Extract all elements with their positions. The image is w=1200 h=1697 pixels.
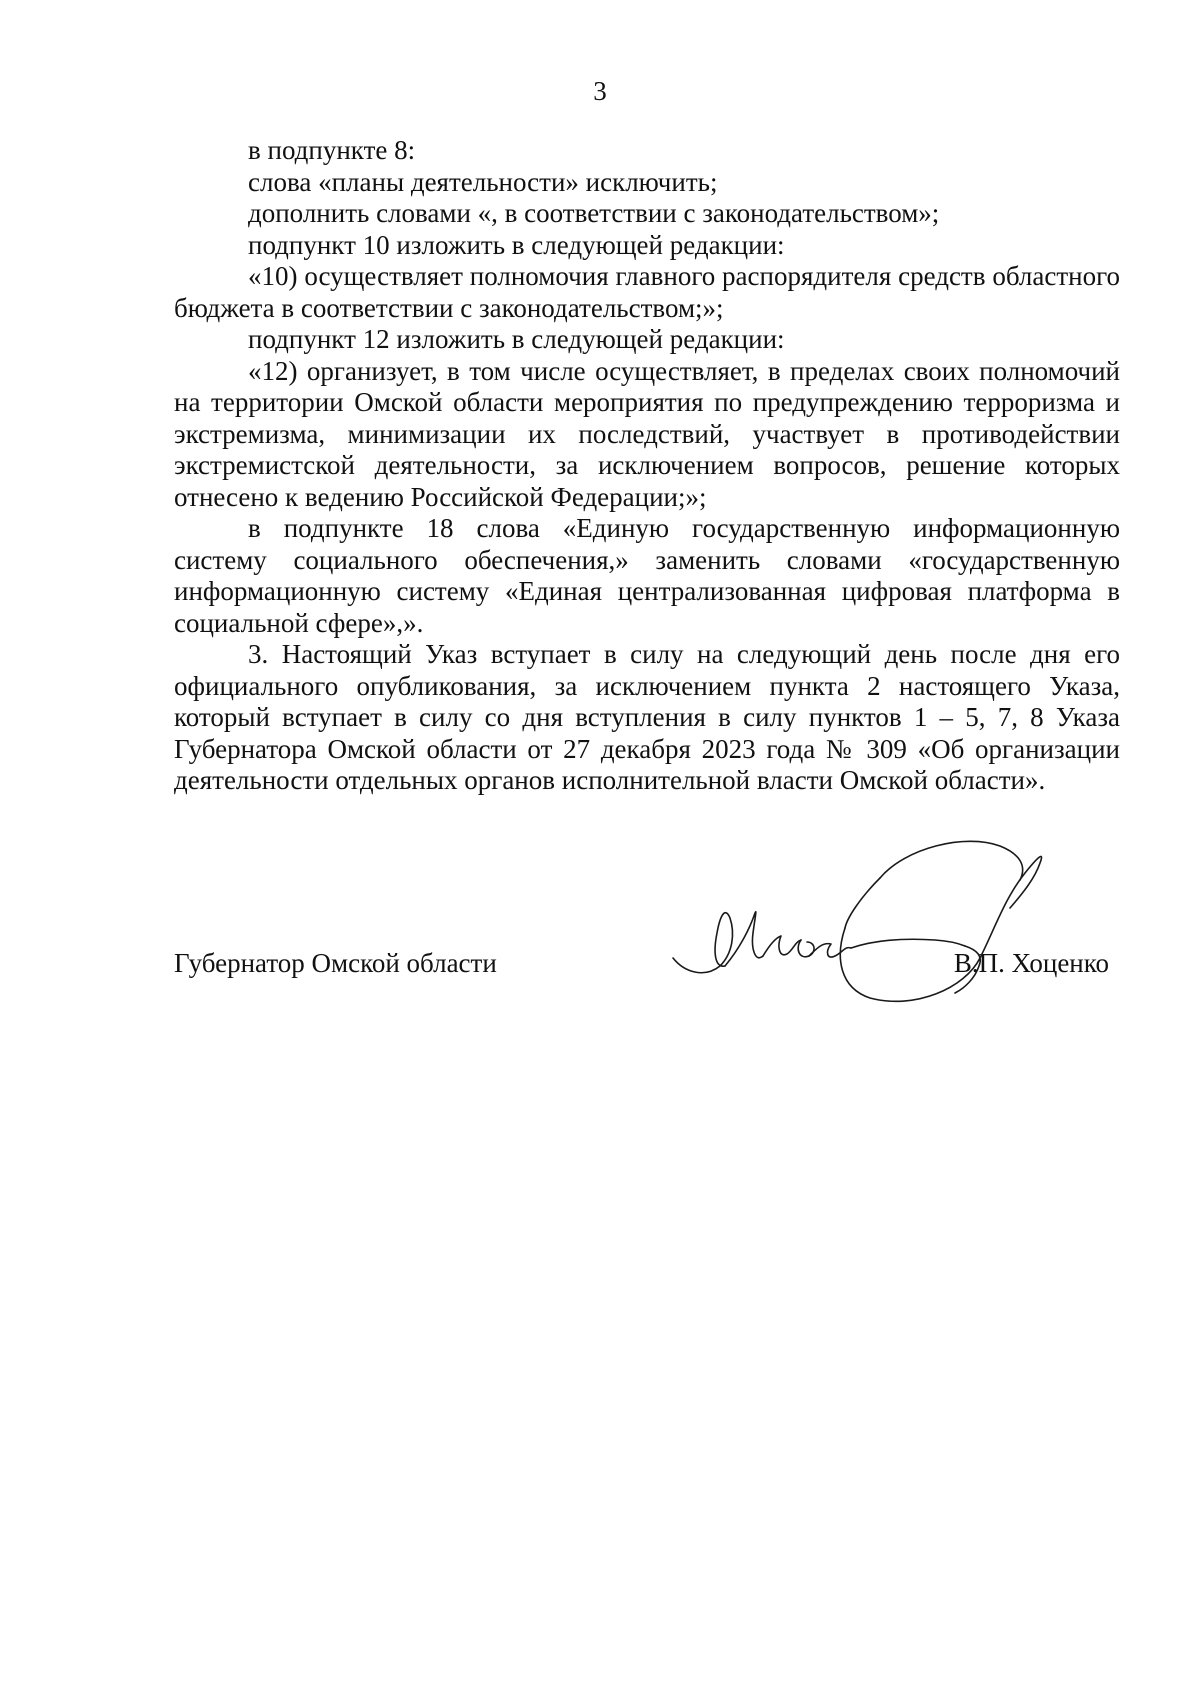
document-body	[174, 135, 1120, 797]
paragraph: «10) осуществляет полномочия главного распорядителя средств областного бюджета в соответствии с законодательством;»;	[174, 261, 1120, 323]
signatory-role: Губернатор Омской области	[174, 948, 497, 978]
handwritten-signature	[665, 838, 1065, 1023]
paragraph: в подпункте 8:	[248, 135, 416, 165]
page-number: 3	[593, 76, 607, 106]
paragraph: слова «планы деятельности» исключить;	[248, 166, 718, 197]
paragraph: «12) организует, в том числе осуществляет, в пределах своих полномочий на территории Омской области мероприятия по предупреждению терроризма и экстремизма, минимизации их последствий, участвует в противодействии экстремистской деятельности, за исключением вопросов, решение которых отнесено к ведению Российской Федерации;»;	[174, 355, 1120, 512]
paragraph: подпункт 12 изложить в следующей редакции:	[248, 324, 785, 354]
signatory-name: В.П. Хоценко	[953, 948, 1109, 978]
paragraph: дополнить словами «, в соответствии с законодательством»;	[248, 198, 940, 228]
paragraph: подпункт 10 изложить в следующей редакции:	[248, 229, 785, 260]
paragraph: 3. Настоящий Указ вступает в силу на следующий день после дня его официального опубликования, за исключением пункта 2 настоящего Указа, который вступает в силу со дня вступления в силу пунктов 1 – 5, 7, 8 Указа Губернатора Омской области от 27 декабря 2023 года № 309 «Об организации деятельности отдельных органов исполнительной власти Омской области».	[174, 639, 1120, 795]
paragraph: в подпункте 18 слова «Единую государственную информационную систему социального обеспечения,» заменить словами «государственную информационную систему «Единая централизованная цифровая платформа в социальной сфере»,».	[174, 513, 1120, 638]
